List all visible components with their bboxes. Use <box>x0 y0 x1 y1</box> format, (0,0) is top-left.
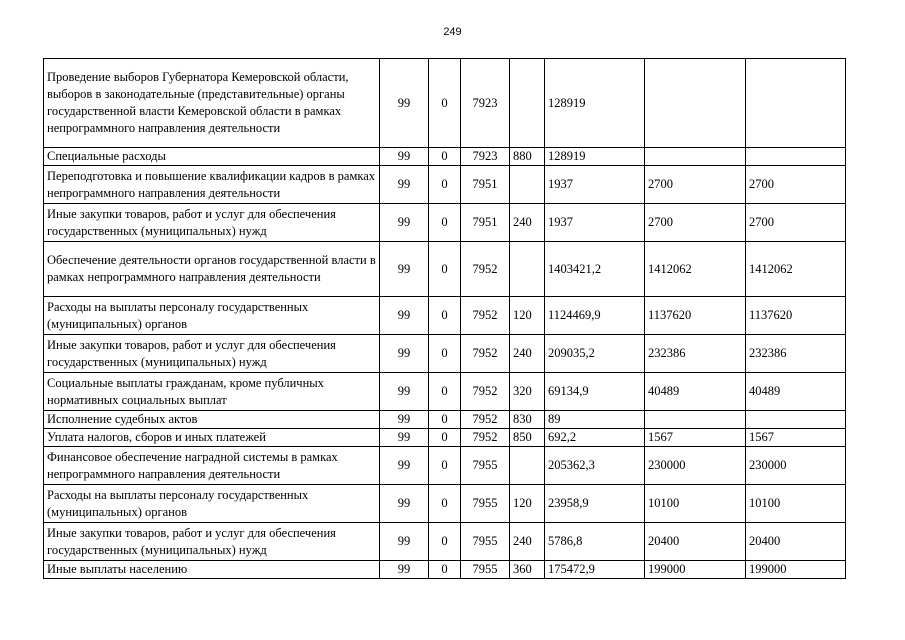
table-row <box>44 485 846 523</box>
subsection-code-cell: 0 <box>429 297 461 335</box>
target-article-cell: 7951 <box>461 166 510 204</box>
amount-year2-cell: 2700 <box>645 204 746 242</box>
amount-year3-cell: 232386 <box>746 335 846 373</box>
table-row <box>44 411 846 429</box>
target-article-cell: 7955 <box>461 447 510 485</box>
target-article-cell: 7952 <box>461 373 510 411</box>
amount-year1-cell: 23958,9 <box>545 485 645 523</box>
amount-year1-cell: 89 <box>545 411 645 429</box>
table-row <box>44 523 846 561</box>
expense-type-cell <box>510 166 545 204</box>
subsection-code-cell: 0 <box>429 242 461 297</box>
subsection-code-cell: 0 <box>429 166 461 204</box>
amount-year3-cell: 1567 <box>746 429 846 447</box>
row-name-cell: Расходы на выплаты персоналу государственных (муниципальных) органов <box>44 485 380 523</box>
section-code-cell: 99 <box>380 335 429 373</box>
expense-type-cell: 830 <box>510 411 545 429</box>
section-code-cell: 99 <box>380 204 429 242</box>
expense-type-cell <box>510 242 545 297</box>
target-article-cell: 7952 <box>461 242 510 297</box>
amount-year2-cell: 230000 <box>645 447 746 485</box>
row-name-cell: Иные закупки товаров, работ и услуг для обеспечения государственных (муниципальных) нужд <box>44 204 380 242</box>
amount-year2-cell <box>645 59 746 148</box>
section-code-cell: 99 <box>380 148 429 166</box>
section-code-cell: 99 <box>380 447 429 485</box>
section-code-cell: 99 <box>380 297 429 335</box>
table-row <box>44 204 846 242</box>
amount-year2-cell: 1412062 <box>645 242 746 297</box>
amount-year1-cell: 1124469,9 <box>545 297 645 335</box>
subsection-code-cell: 0 <box>429 485 461 523</box>
section-code-cell: 99 <box>380 373 429 411</box>
amount-year3-cell <box>746 59 846 148</box>
expense-type-cell: 240 <box>510 335 545 373</box>
section-code-cell: 99 <box>380 485 429 523</box>
target-article-cell: 7952 <box>461 411 510 429</box>
section-code-cell: 99 <box>380 523 429 561</box>
amount-year3-cell: 40489 <box>746 373 846 411</box>
expense-type-cell: 850 <box>510 429 545 447</box>
expense-type-cell: 320 <box>510 373 545 411</box>
expense-type-cell: 240 <box>510 523 545 561</box>
row-name-cell: Уплата налогов, сборов и иных платежей <box>44 429 380 447</box>
amount-year1-cell: 1937 <box>545 204 645 242</box>
amount-year3-cell <box>746 148 846 166</box>
table-row <box>44 335 846 373</box>
amount-year3-cell: 1137620 <box>746 297 846 335</box>
row-name-cell: Исполнение судебных актов <box>44 411 380 429</box>
amount-year1-cell: 1937 <box>545 166 645 204</box>
section-code-cell: 99 <box>380 59 429 148</box>
budget-table <box>43 58 846 579</box>
amount-year3-cell <box>746 411 846 429</box>
target-article-cell: 7955 <box>461 561 510 579</box>
table-row <box>44 166 846 204</box>
expense-type-cell: 120 <box>510 485 545 523</box>
amount-year1-cell: 205362,3 <box>545 447 645 485</box>
amount-year2-cell: 199000 <box>645 561 746 579</box>
row-name-cell: Иные закупки товаров, работ и услуг для обеспечения государственных (муниципальных) нужд <box>44 335 380 373</box>
amount-year2-cell: 232386 <box>645 335 746 373</box>
target-article-cell: 7952 <box>461 429 510 447</box>
amount-year3-cell: 2700 <box>746 166 846 204</box>
row-name-cell: Финансовое обеспечение наградной системы в рамках непрограммного направления деятельности <box>44 447 380 485</box>
row-name-cell: Расходы на выплаты персоналу государственных (муниципальных) органов <box>44 297 380 335</box>
subsection-code-cell: 0 <box>429 148 461 166</box>
subsection-code-cell: 0 <box>429 447 461 485</box>
expense-type-cell: 120 <box>510 297 545 335</box>
amount-year3-cell: 1412062 <box>746 242 846 297</box>
table-row <box>44 59 846 148</box>
target-article-cell: 7955 <box>461 523 510 561</box>
expense-type-cell <box>510 447 545 485</box>
target-article-cell: 7952 <box>461 297 510 335</box>
amount-year2-cell: 40489 <box>645 373 746 411</box>
subsection-code-cell: 0 <box>429 411 461 429</box>
subsection-code-cell: 0 <box>429 429 461 447</box>
amount-year2-cell: 2700 <box>645 166 746 204</box>
amount-year1-cell: 69134,9 <box>545 373 645 411</box>
table-row <box>44 242 846 297</box>
subsection-code-cell: 0 <box>429 59 461 148</box>
table-row <box>44 373 846 411</box>
section-code-cell: 99 <box>380 242 429 297</box>
table-row <box>44 561 846 579</box>
table-row <box>44 429 846 447</box>
row-name-cell: Переподготовка и повышение квалификации кадров в рамках непрограммного направления деятельности <box>44 166 380 204</box>
subsection-code-cell: 0 <box>429 335 461 373</box>
amount-year2-cell <box>645 148 746 166</box>
amount-year3-cell: 199000 <box>746 561 846 579</box>
target-article-cell: 7951 <box>461 204 510 242</box>
amount-year2-cell <box>645 411 746 429</box>
page-number: 249 <box>443 26 462 38</box>
target-article-cell: 7955 <box>461 485 510 523</box>
row-name-cell: Проведение выборов Губернатора Кемеровской области, выборов в законодательные (представительные) органы государственной власти Кемеровской области в рамках непрограммного направления деятельности <box>44 59 380 148</box>
subsection-code-cell: 0 <box>429 523 461 561</box>
amount-year1-cell: 5786,8 <box>545 523 645 561</box>
subsection-code-cell: 0 <box>429 373 461 411</box>
amount-year1-cell: 209035,2 <box>545 335 645 373</box>
amount-year3-cell: 20400 <box>746 523 846 561</box>
expense-type-cell <box>510 59 545 148</box>
amount-year3-cell: 230000 <box>746 447 846 485</box>
target-article-cell: 7952 <box>461 335 510 373</box>
row-name-cell: Иные выплаты населению <box>44 561 380 579</box>
section-code-cell: 99 <box>380 166 429 204</box>
amount-year2-cell: 1567 <box>645 429 746 447</box>
expense-type-cell: 240 <box>510 204 545 242</box>
subsection-code-cell: 0 <box>429 204 461 242</box>
amount-year1-cell: 692,2 <box>545 429 645 447</box>
section-code-cell: 99 <box>380 561 429 579</box>
amount-year3-cell: 10100 <box>746 485 846 523</box>
table-row <box>44 148 846 166</box>
subsection-code-cell: 0 <box>429 561 461 579</box>
amount-year1-cell: 128919 <box>545 59 645 148</box>
amount-year2-cell: 20400 <box>645 523 746 561</box>
row-name-cell: Обеспечение деятельности органов государственной власти в рамках непрограммного направления деятельности <box>44 242 380 297</box>
expense-type-cell: 880 <box>510 148 545 166</box>
amount-year1-cell: 175472,9 <box>545 561 645 579</box>
row-name-cell: Специальные расходы <box>44 148 380 166</box>
amount-year2-cell: 1137620 <box>645 297 746 335</box>
amount-year2-cell: 10100 <box>645 485 746 523</box>
row-name-cell: Социальные выплаты гражданам, кроме публичных нормативных социальных выплат <box>44 373 380 411</box>
table-row <box>44 447 846 485</box>
amount-year1-cell: 128919 <box>545 148 645 166</box>
row-name-cell: Иные закупки товаров, работ и услуг для обеспечения государственных (муниципальных) нужд <box>44 523 380 561</box>
target-article-cell: 7923 <box>461 59 510 148</box>
expense-type-cell: 360 <box>510 561 545 579</box>
target-article-cell: 7923 <box>461 148 510 166</box>
section-code-cell: 99 <box>380 429 429 447</box>
section-code-cell: 99 <box>380 411 429 429</box>
amount-year1-cell: 1403421,2 <box>545 242 645 297</box>
amount-year3-cell: 2700 <box>746 204 846 242</box>
table-row <box>44 297 846 335</box>
